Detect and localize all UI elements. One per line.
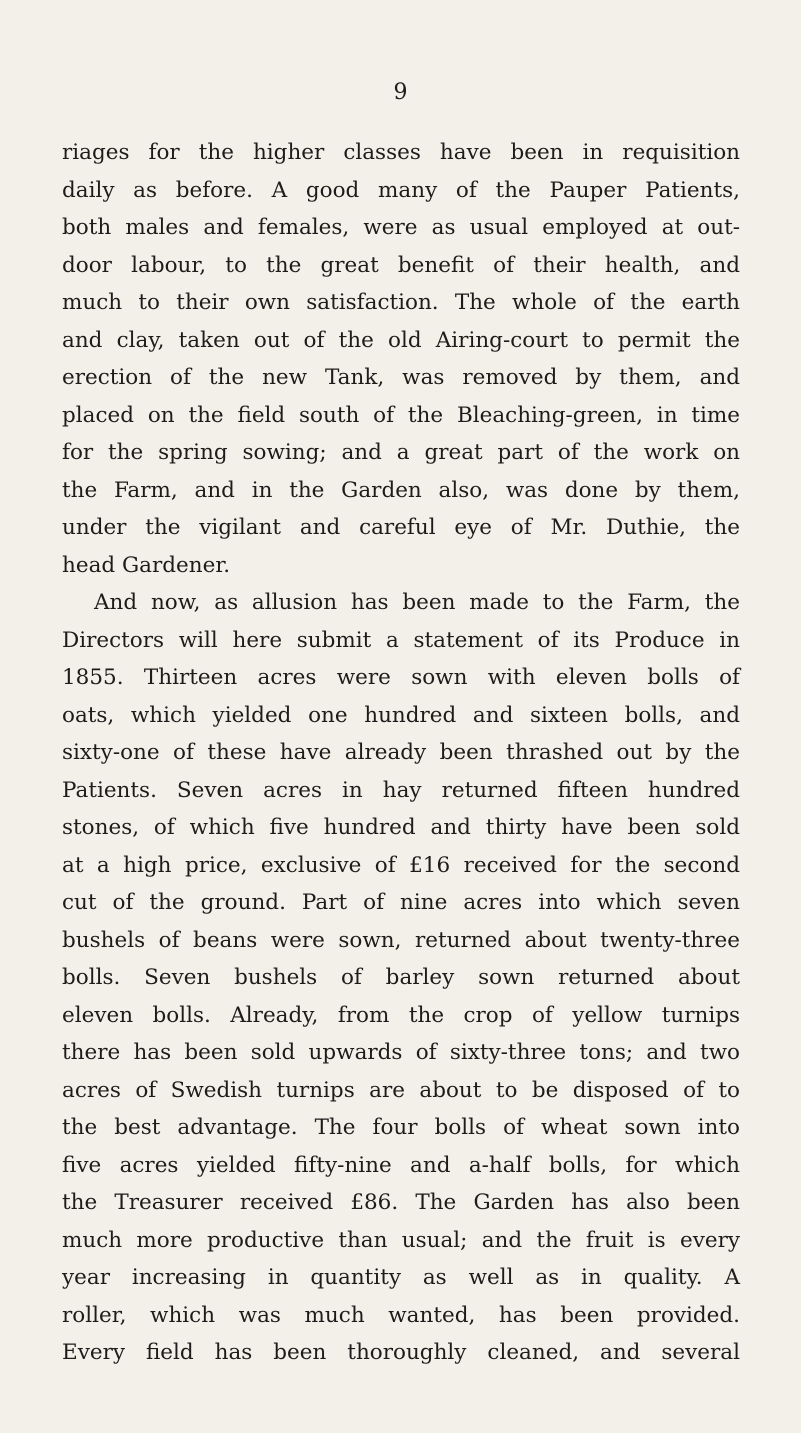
text-line: placed on the field south of the Bleaching-green, in time xyxy=(62,402,740,428)
text-line: at a high price, exclusive of £16 received for the second xyxy=(62,852,740,878)
text-line: eleven bolls. Already, from the crop of yellow turnips xyxy=(62,1002,740,1028)
text-line: daily as before. A good many of the Pauper Patients, xyxy=(62,177,740,203)
text-line: there has been sold upwards of sixty-three tons; and two xyxy=(62,1040,740,1065)
text-line: the Farm, and in the Garden also, was done by them, xyxy=(62,477,740,503)
paragraph-2 xyxy=(62,584,740,1372)
text-line: head Gardener. xyxy=(62,552,231,578)
text-line: 1855. Thirteen acres were sown with eleven bolls of xyxy=(62,665,740,690)
text-line: bushels of beans were sown, returned about twenty-three xyxy=(62,927,740,953)
body-text xyxy=(62,134,740,1372)
text-line: riages for the higher classes have been in requisition xyxy=(62,140,740,165)
text-line: much to their own satisfaction. The whole of the earth xyxy=(62,290,740,315)
text-line: much more productive than usual; and the fruit is every xyxy=(62,1227,740,1253)
text-line: and clay, taken out of the old Airing-court to permit the xyxy=(62,327,740,353)
text-line: acres of Swedish turnips are about to be disposed of to xyxy=(62,1077,740,1103)
text-line: And now, as allusion has been made to the Farm, the xyxy=(94,590,740,615)
text-line: Patients. Seven acres in hay returned fifteen hundred xyxy=(62,777,740,803)
page-number: 9 xyxy=(393,80,408,105)
text-line: oats, which yielded one hundred and sixteen bolls, and xyxy=(62,702,740,728)
text-line: bolls. Seven bushels of barley sown returned about xyxy=(62,965,740,990)
text-line: the best advantage. The four bolls of wheat sown into xyxy=(62,1115,740,1140)
text-line: roller, which was much wanted, has been provided. xyxy=(62,1302,740,1328)
text-line: for the spring sowing; and a great part of the work on xyxy=(62,440,740,465)
text-line: five acres yielded fifty-nine and a-half bolls, for which xyxy=(62,1152,740,1178)
text-line: the Treasurer received £86. The Garden has also been xyxy=(62,1190,740,1215)
text-line: year increasing in quantity as well as in quality. A xyxy=(62,1265,740,1290)
text-line: Directors will here submit a statement of its Produce in xyxy=(62,627,740,653)
text-line: sixty-one of these have already been thrashed out by the xyxy=(62,740,740,765)
paragraph-1 xyxy=(62,134,740,584)
text-line: under the vigilant and careful eye of Mr. Duthie, the xyxy=(62,515,740,540)
text-line: cut of the ground. Part of nine acres into which seven xyxy=(62,890,740,915)
text-line: stones, of which five hundred and thirty have been sold xyxy=(62,815,740,840)
text-line: erection of the new Tank, was removed by them, and xyxy=(62,365,740,390)
text-line: both males and females, were as usual employed at out- xyxy=(62,215,740,240)
text-line: door labour, to the great benefit of their health, and xyxy=(62,252,740,278)
text-line: Every field has been thoroughly cleaned, and several xyxy=(62,1340,740,1365)
